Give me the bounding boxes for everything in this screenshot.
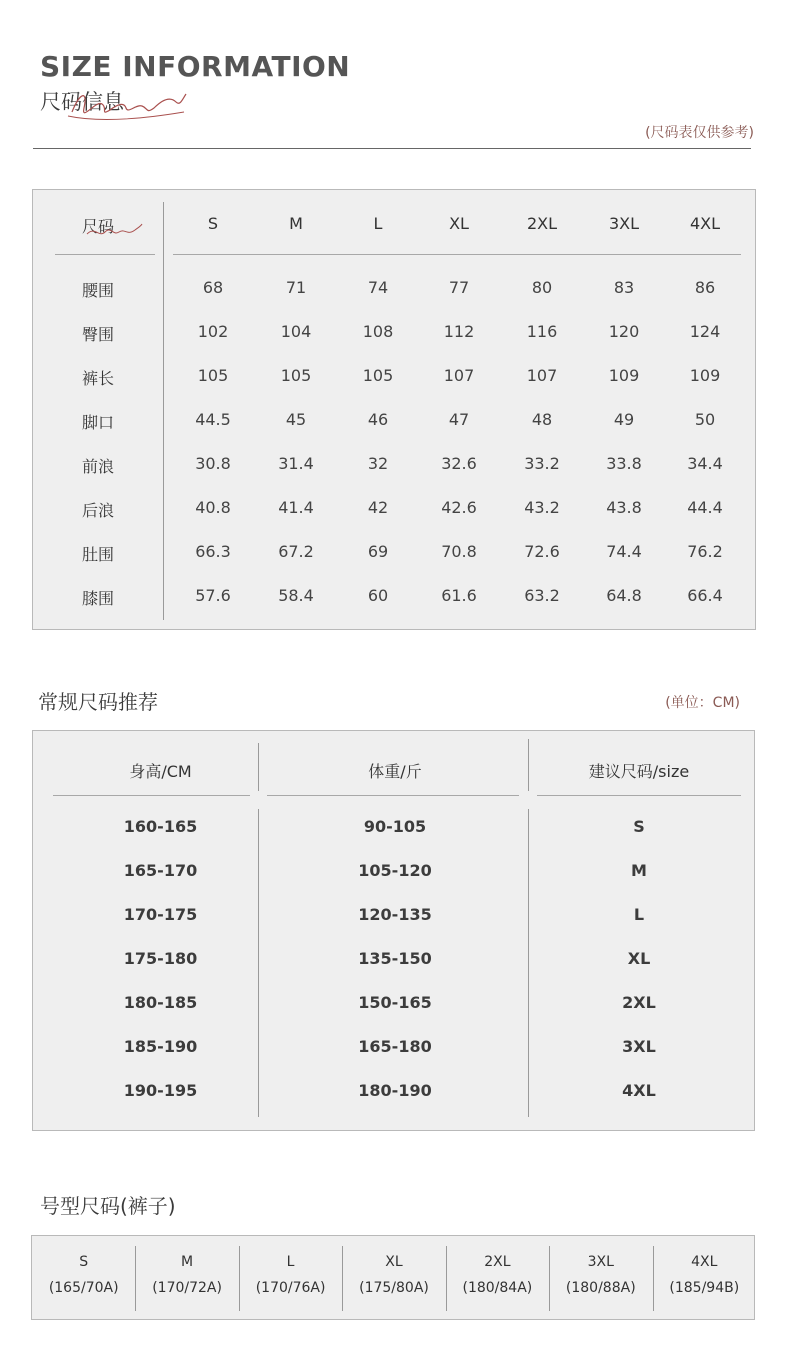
- size-code-column: [653, 1236, 756, 1321]
- height-range-cell: 190-195: [123, 1081, 198, 1100]
- size-code-value: (180/88A): [565, 1280, 636, 1296]
- size-code-column: [549, 1236, 652, 1321]
- measurement-cell: 61.6: [441, 586, 477, 605]
- size-code-divider: [549, 1246, 550, 1311]
- measurement-cell: 105: [197, 366, 229, 385]
- column-divider-2: [528, 809, 529, 1117]
- measurement-cell: 80: [531, 278, 553, 297]
- row-label-divider: [163, 202, 164, 620]
- size-code-value: (180/84A): [462, 1280, 533, 1296]
- measurement-cell: 43.2: [524, 498, 560, 517]
- size-code-divider: [239, 1246, 240, 1311]
- size-code-value: (170/76A): [255, 1280, 326, 1296]
- size-code-size: 2XL: [484, 1254, 511, 1270]
- suggested-size-cell: 4XL: [622, 1081, 656, 1100]
- measurement-cell: 58.4: [278, 586, 314, 605]
- row-label: 前浪: [81, 457, 114, 476]
- recommend-title: 常规尺码推荐: [38, 690, 158, 714]
- measurement-cell: 68: [202, 278, 224, 297]
- header-underline-1: [53, 795, 250, 796]
- measurement-cell: 116: [526, 322, 558, 341]
- suggested-size-cell: M: [631, 861, 647, 880]
- suggested-size-cell: 3XL: [622, 1037, 656, 1056]
- height-range-cell: 160-165: [123, 817, 198, 836]
- measurement-cell: 33.8: [606, 454, 642, 473]
- measurement-cell: 109: [689, 366, 721, 385]
- size-header-m: M: [289, 214, 303, 233]
- measurement-cell: 71: [285, 278, 307, 297]
- measurement-cell: 50: [694, 410, 716, 429]
- size-code-table: [31, 1235, 755, 1320]
- measurement-cell: 32: [367, 454, 389, 473]
- size-code-size: 3XL: [587, 1254, 614, 1270]
- size-script-decoration: [85, 220, 143, 242]
- measurement-cell: 42.6: [441, 498, 477, 517]
- height-range-cell: 165-170: [123, 861, 198, 880]
- measurement-cell: 63.2: [524, 586, 560, 605]
- weight-range-cell: 120-135: [358, 905, 432, 924]
- size-header-3xl: 3XL: [608, 214, 640, 233]
- size-code-divider: [135, 1246, 136, 1311]
- size-header-4xl: 4XL: [689, 214, 721, 233]
- measurement-cell: 102: [197, 322, 229, 341]
- size-header-2xl: 2XL: [526, 214, 558, 233]
- size-header-s: S: [207, 214, 219, 233]
- measurement-cell: 60: [367, 586, 389, 605]
- recommend-table: [32, 730, 755, 1131]
- corner-label: 尺码: [81, 217, 114, 236]
- measurement-cell: 124: [689, 322, 721, 341]
- measurement-cell: 46: [367, 410, 389, 429]
- measurement-cell: 107: [526, 366, 558, 385]
- row-label: 裤长: [81, 369, 114, 388]
- measurement-cell: 48: [531, 410, 553, 429]
- weight-range-cell: 90-105: [363, 817, 427, 836]
- measurement-cell: 44.4: [687, 498, 723, 517]
- size-code-column: [135, 1236, 238, 1321]
- weight-range-cell: 180-190: [358, 1081, 432, 1100]
- size-code-column: [342, 1236, 445, 1321]
- height-range-cell: 170-175: [123, 905, 198, 924]
- page-title-cn: 尺码信息: [40, 90, 124, 114]
- weight-range-cell: 150-165: [358, 993, 432, 1012]
- measurement-cell: 77: [448, 278, 470, 297]
- row-label: 后浪: [81, 501, 114, 520]
- suggested-size-cell: 2XL: [622, 993, 656, 1012]
- size-header-xl: XL: [449, 214, 469, 233]
- suggested-size-cell: S: [633, 817, 645, 836]
- row-label: 腰围: [81, 281, 114, 300]
- measurement-cell: 30.8: [195, 454, 231, 473]
- size-header-l: L: [373, 214, 383, 233]
- header-divider-2: [528, 739, 529, 791]
- size-code-size: XL: [385, 1254, 403, 1270]
- size-code-column: [239, 1236, 342, 1321]
- measurement-cell: 43.8: [606, 498, 642, 517]
- measurement-cell: 66.3: [195, 542, 231, 561]
- measurement-cell: 47: [448, 410, 470, 429]
- header-height: 身高/CM: [129, 762, 192, 781]
- size-code-column: [446, 1236, 549, 1321]
- row-label: 臀围: [81, 325, 114, 344]
- measurement-cell: 74.4: [606, 542, 642, 561]
- measurement-cell: 57.6: [195, 586, 231, 605]
- size-code-value: (165/70A): [48, 1280, 119, 1296]
- row-label: 膝围: [81, 589, 114, 608]
- reference-note: (尺码表仅供参考): [645, 125, 754, 141]
- measurement-cell: 64.8: [606, 586, 642, 605]
- size-code-value: (185/94B): [669, 1280, 740, 1296]
- header-divider: [33, 148, 751, 149]
- measurement-cell: 74: [367, 278, 389, 297]
- measurement-cell: 120: [608, 322, 640, 341]
- size-code-divider: [653, 1246, 654, 1311]
- header-underline-2: [267, 795, 519, 796]
- height-range-cell: 180-185: [123, 993, 198, 1012]
- measurement-cell: 32.6: [441, 454, 477, 473]
- codes-title: 号型尺码(裤子): [40, 1194, 176, 1218]
- suggested-size-cell: XL: [627, 949, 651, 968]
- header-underline: [173, 254, 741, 255]
- weight-range-cell: 105-120: [358, 861, 432, 880]
- header-underline-3: [537, 795, 741, 796]
- size-code-size: L: [286, 1254, 295, 1270]
- measurement-cell: 76.2: [687, 542, 723, 561]
- size-code-size: 4XL: [691, 1254, 718, 1270]
- unit-note: (单位：CM): [665, 695, 740, 711]
- measurement-cell: 105: [362, 366, 394, 385]
- size-code-size: S: [79, 1254, 89, 1270]
- measurement-cell: 112: [443, 322, 475, 341]
- page-title-en: SIZE INFORMATION: [40, 50, 351, 83]
- measurement-cell: 105: [280, 366, 312, 385]
- measurement-cell: 108: [362, 322, 394, 341]
- measurement-cell: 70.8: [441, 542, 477, 561]
- corner-underline: [55, 254, 155, 255]
- size-code-column: [32, 1236, 135, 1321]
- measurement-cell: 34.4: [687, 454, 723, 473]
- measurement-cell: 72.6: [524, 542, 560, 561]
- header-weight: 体重/斤: [368, 762, 422, 781]
- measurement-cell: 107: [443, 366, 475, 385]
- measurement-cell: 42: [367, 498, 389, 517]
- size-code-value: (170/72A): [152, 1280, 222, 1296]
- size-code-divider: [342, 1246, 343, 1311]
- measurement-cell: 83: [613, 278, 635, 297]
- measurement-cell: 44.5: [195, 410, 231, 429]
- measurement-table: [32, 189, 756, 630]
- header-divider-1: [258, 743, 259, 791]
- size-code-size: M: [181, 1254, 194, 1270]
- measurement-cell: 49: [613, 410, 635, 429]
- header-suggested-size: 建议尺码/size: [588, 762, 690, 781]
- height-range-cell: 175-180: [123, 949, 198, 968]
- script-flourish-decoration: [66, 82, 196, 128]
- measurement-cell: 109: [608, 366, 640, 385]
- size-code-value: (175/80A): [359, 1280, 429, 1296]
- weight-range-cell: 165-180: [358, 1037, 432, 1056]
- row-label: 肚围: [81, 545, 114, 564]
- measurement-cell: 31.4: [278, 454, 314, 473]
- measurement-cell: 69: [367, 542, 389, 561]
- measurement-cell: 66.4: [687, 586, 723, 605]
- measurement-cell: 67.2: [278, 542, 314, 561]
- measurement-cell: 86: [694, 278, 716, 297]
- weight-range-cell: 135-150: [358, 949, 432, 968]
- size-code-divider: [446, 1246, 447, 1311]
- height-range-cell: 185-190: [123, 1037, 198, 1056]
- suggested-size-cell: L: [633, 905, 645, 924]
- measurement-cell: 45: [285, 410, 307, 429]
- measurement-cell: 104: [280, 322, 312, 341]
- measurement-cell: 40.8: [195, 498, 231, 517]
- measurement-cell: 33.2: [524, 454, 560, 473]
- row-label: 脚口: [81, 413, 114, 432]
- measurement-cell: 41.4: [278, 498, 314, 517]
